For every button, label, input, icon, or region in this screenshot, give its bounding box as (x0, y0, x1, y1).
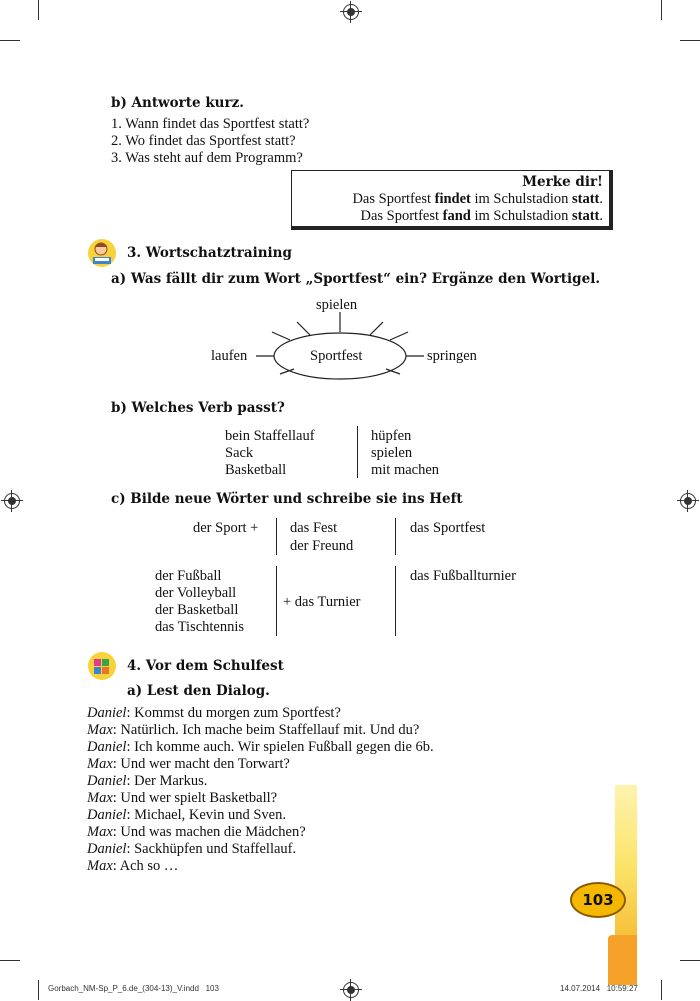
match-right-item: spielen (371, 445, 413, 461)
column-divider (395, 518, 396, 555)
column-divider (357, 426, 358, 478)
compound-left: der Fußball (155, 568, 222, 584)
hedgehog-word-right: springen (427, 348, 477, 364)
compound-result: das Fußballturnier (410, 568, 516, 584)
hedgehog-center: Sportfest (310, 348, 363, 364)
dialog-line: Max: Ach so … (87, 858, 179, 874)
dialog-line: Daniel: Ich komme auch. Wir spielen Fußball gegen die 6b. (87, 739, 434, 755)
column-divider (276, 518, 277, 555)
merke-line: Das Sportfest findet im Schulstadion statt. (352, 191, 603, 207)
footer-timestamp: 14.07.2014 10:59:27 (560, 984, 638, 993)
question: 2. Wo findet das Sportfest statt? (111, 133, 296, 149)
registration-mark-icon (680, 493, 696, 509)
compound-left: das Tischtennis (155, 619, 245, 635)
dialog-line: Max: Und wer spielt Basketball? (87, 790, 278, 806)
dialog-line: Daniel: Michael, Kevin und Sven. (87, 807, 286, 823)
match-right-item: mit machen (371, 462, 440, 478)
dialog-line: Daniel: Sackhüpfen und Staffellauf. (87, 841, 297, 857)
task-subheading: b) Welches Verb passt? (111, 400, 285, 416)
compound-left: der Basketball (155, 602, 239, 618)
match-right-item: hüpfen (371, 428, 412, 444)
crop-mark (0, 960, 20, 961)
page-number-badge (570, 882, 626, 918)
match-left-item: Sack (225, 445, 254, 461)
task-heading: 4. Vor dem Schulfest (127, 658, 284, 674)
dialog-line: Max: Und was machen die Mädchen? (87, 824, 306, 840)
hedgehog-word-left: laufen (211, 348, 248, 364)
registration-mark-icon (4, 493, 20, 509)
edge-color-tab (608, 935, 637, 985)
compound-result: das Sportfest (410, 520, 486, 536)
page-number: 103 (582, 891, 614, 909)
match-left-item: Basketball (225, 462, 287, 478)
column-divider (395, 566, 396, 636)
crop-mark (680, 960, 700, 961)
compound-mid: das Fest (290, 520, 338, 536)
question: 3. Was steht auf dem Programm? (111, 150, 303, 166)
task-subheading: c) Bilde neue Wörter und schreibe sie ins Heft (111, 491, 463, 507)
dialog-line: Max: Und wer macht den Torwart? (87, 756, 290, 772)
crop-mark (680, 40, 700, 41)
hedgehog-word-top: spielen (316, 297, 358, 313)
crop-mark (0, 40, 20, 41)
compound-left: der Sport + (193, 520, 259, 536)
footer-file-info: Gorbach_NM-Sp_P_6.de_(304-13)_V.indd 103 (48, 984, 219, 993)
crop-mark (38, 980, 39, 1000)
puzzle-icon (87, 651, 117, 681)
merke-box (291, 170, 613, 230)
crop-mark (661, 980, 662, 1000)
dialog-line: Max: Natürlich. Ich mache beim Staffellauf mit. Und du? (87, 722, 420, 738)
dialog-line: Daniel: Kommst du morgen zum Sportfest? (87, 705, 341, 721)
task-subheading: a) Lest den Dialog. (127, 683, 270, 699)
merke-line: Das Sportfest fand im Schulstadion statt. (360, 208, 603, 224)
column-divider (276, 566, 277, 636)
registration-mark-icon (343, 4, 359, 20)
section-heading: b) Antworte kurz. (111, 95, 244, 111)
crop-mark (661, 0, 662, 20)
registration-mark-icon (343, 982, 359, 998)
question: 1. Wann findet das Sportfest statt? (111, 116, 310, 132)
student-writing-icon (87, 238, 117, 268)
compound-mid: + das Turnier (283, 594, 361, 610)
compound-left: der Volleyball (155, 585, 237, 601)
task-heading: 3. Wortschatztraining (127, 245, 292, 261)
match-left-item: bein Staffellauf (225, 428, 315, 444)
compound-mid: der Freund (290, 538, 354, 554)
crop-mark (38, 0, 39, 20)
merke-title: Merke dir! (522, 174, 603, 190)
task-subheading: a) Was fällt dir zum Wort „Sportfest“ ein? Ergänze den Wortigel. (111, 271, 601, 287)
dialog-line: Daniel: Der Markus. (87, 773, 208, 789)
